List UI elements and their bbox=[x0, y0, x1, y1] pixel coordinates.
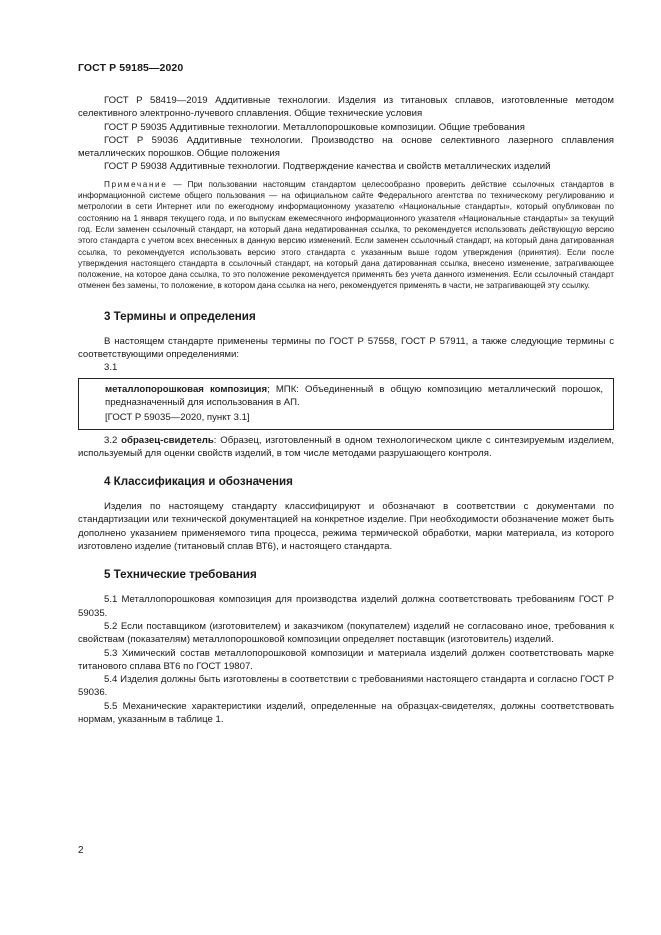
clause-5-4: 5.4 Изделия должны быть изготовлены в соответствии с требованиями настоящего стандарта и согласно ГОСТ Р 59036. bbox=[78, 674, 614, 699]
term-3-1-number: 3.1 bbox=[104, 362, 118, 374]
reference-item: ГОСТ Р 58419—2019 Аддитивные технологии. Изделия из титановых сплавов, изготовленные методом селективного электронно-лучевого сплавления. Общие технические условия bbox=[78, 95, 614, 120]
page-content bbox=[78, 94, 614, 726]
section-5-heading: 5 Технические требования bbox=[104, 568, 257, 582]
section-3-intro: В настоящем стандарте применены термины по ГОСТ Р 57558, ГОСТ Р 57911, а также следующие термины с соответствующими определениями: bbox=[78, 335, 614, 361]
document-header: ГОСТ Р 59185—2020 bbox=[78, 62, 184, 74]
term-3-2 bbox=[78, 434, 614, 461]
reference-item: ГОСТ Р 59035 Аддитивные технологии. Металлопорошковые композиции. Общие требования bbox=[104, 121, 525, 133]
reference-item: ГОСТ Р 59038 Аддитивные технологии. Подтверждение качества и свойств металлических изделий bbox=[104, 161, 551, 173]
section-4-heading: 4 Классификация и обозначения bbox=[104, 475, 293, 489]
term-definition-box bbox=[78, 378, 614, 430]
clause-5-3: 5.3 Химический состав металлопорошковой композиции и материала изделий должен соответствовать марке титанового сплава ВТ6 по ГОСТ 19807. bbox=[78, 647, 614, 672]
term-3-1-definition: металлопорошковая композиция; МПК: Объединенный в общую композицию металлический порошок, предназначенный для использования в АП. bbox=[105, 383, 603, 408]
section-3-heading: 3 Термины и определения bbox=[104, 309, 256, 323]
term-3-2-number: 3.2 bbox=[104, 434, 122, 446]
page-number: 2 bbox=[78, 845, 84, 856]
note-text: — При пользовании настоящим стандартом целесообразно проверить действие ссылочных стандартов в информационной системе общего пользования — на официальном сайте Федерального агентства по техническому регулированию и метрологии в сети Интернет или по ежегодному информационному указателю «Национальные стандарты», который опубликован по состоянию на 1 января текущего года, и по выпускам ежемесячного информационного указателя «Национальные стандарты» за текущий год. Если заменен ссылочный стандарт, на который дана недатированная ссылка, то рекомендуется использовать действующую версию этого стандарта с учетом всех внесенных в данную версию изменений. Если заменен ссылочный стандарт, на который дана датированная ссылка, то рекомендуется использовать версию этого стандарта с указанным выше годом утверждения (принятия). Если после утверждения настоящего стандарта в ссылочный стандарт, на который дана датированная ссылка, внесено изменение, затрагивающее положение, на которое дана ссылка, то это положение рекомендуется применять без учета данного изменения. Если ссылочный стандарт отменен без замены, то положение, в котором дана ссылка на него, рекомендуется применять в части, не затрагивающей эту ссылку. bbox=[78, 179, 614, 291]
term-3-1-source: [ГОСТ Р 59035—2020, пункт 3.1] bbox=[105, 412, 250, 424]
term-3-2-definition: : Образец, изготовленный в одном технологическом цикле с синтезируемым изделием, используемый для оценки свойств изделий, в том числе методами разрушающего контроля. bbox=[78, 434, 614, 459]
clause-5-2: 5.2 Если поставщиком (изготовителем) и заказчиком (покупателем) изделий не согласовано иное, требования к свойствам (показателям) металлопорошковой композиции определяет поставщик (изготовитель) изделий. bbox=[78, 620, 614, 646]
term-3-1-name: металлопорошковая композиция bbox=[105, 383, 268, 395]
section-4-text: Изделия по настоящему стандарту классифицируют и обозначают в соответствии с документами по стандартизации или технической документацией на конкретное изделие. При необходимости обозначение может быть дополнено указанием применяемого типа процесса, режима термической обработки, марки материала, из которого изготовлено изделие (титановый сплав ВТ6), и настоящего стандарта. bbox=[78, 501, 614, 553]
note-label: Примечание bbox=[104, 179, 168, 189]
references-note bbox=[78, 179, 614, 292]
clause-5-5: 5.5 Механические характеристики изделий, определенные на образцах-свидетелях, должны соответствовать нормам, указанным в таблице 1. bbox=[78, 700, 614, 725]
clause-5-1: 5.1 Металлопорошковая композиция для производства изделий должна соответствовать требованиям ГОСТ Р 59035. bbox=[78, 594, 614, 619]
reference-item: ГОСТ Р 59036 Аддитивные технологии. Производство на основе селективного лазерного сплавления металлических порошков. Общие положения bbox=[78, 134, 614, 160]
term-3-2-name: образец-свидетель bbox=[121, 434, 214, 446]
